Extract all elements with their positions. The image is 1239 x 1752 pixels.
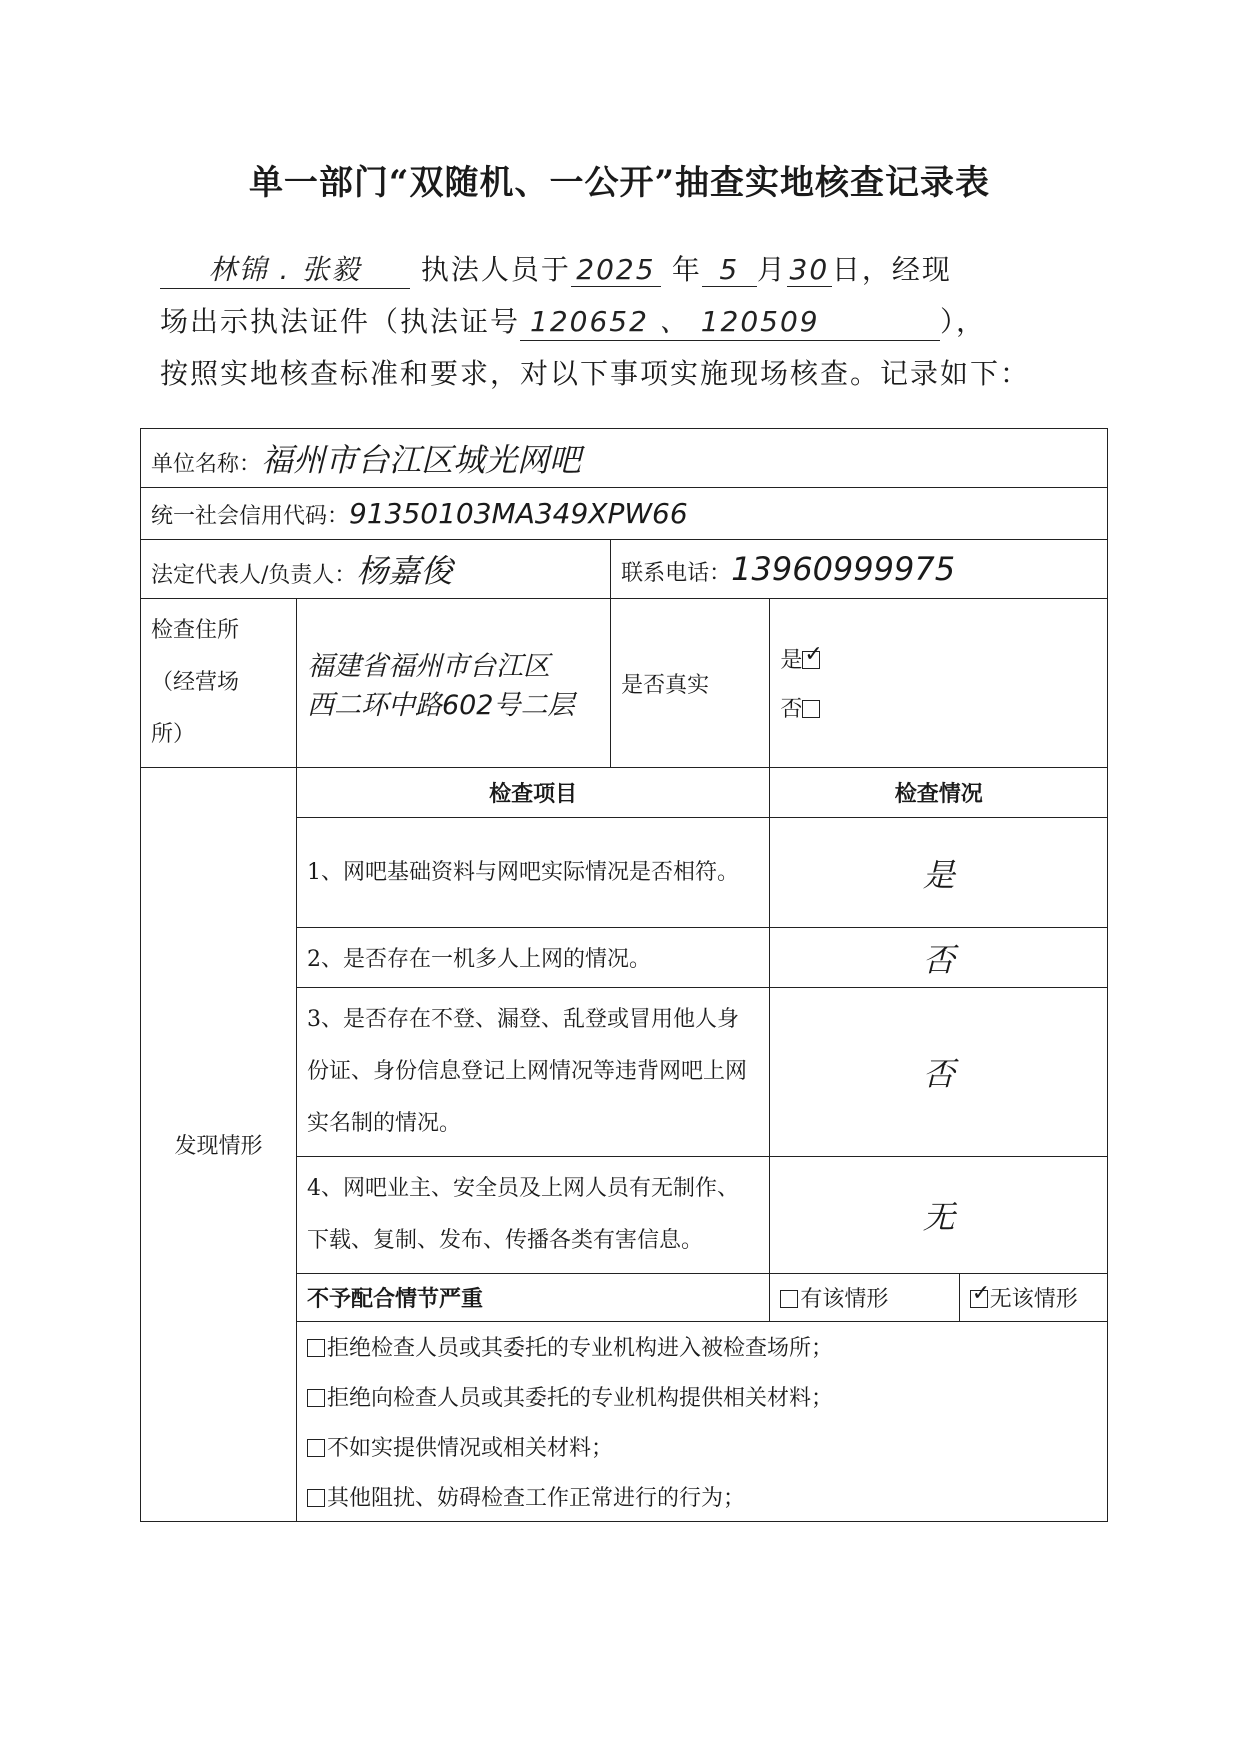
- legal-rep-value: 杨嘉俊: [356, 552, 453, 590]
- address-label-1: 检查住所: [151, 618, 240, 643]
- finding-status-4: 无: [770, 1157, 1108, 1274]
- noncoop-checkbox-2[interactable]: [307, 1389, 325, 1407]
- finding-status-2: 否: [770, 928, 1108, 988]
- credit-code-value: 91350103MA349XPW66: [349, 497, 688, 530]
- address-label-3: 所）: [151, 722, 196, 747]
- noncoop-text-3: 不如实提供情况或相关材料；: [326, 1436, 613, 1461]
- intro-text: 执法人员于: [420, 253, 571, 286]
- no-case-checkbox[interactable]: [970, 1290, 988, 1308]
- no-case-cell: [959, 1274, 1107, 1322]
- unit-name-value: 福州市台江区城光网吧: [261, 441, 582, 479]
- phone-label: 联系电话：: [621, 561, 732, 586]
- cert-suffix: ），: [940, 305, 987, 338]
- finding-item-1: 1、网吧基础资料与网吧实际情况是否相符。: [296, 818, 769, 928]
- no-case-label: 无该情形: [989, 1287, 1078, 1312]
- cert-numbers: 120652 、 120509: [520, 300, 940, 341]
- cert-prefix: 场出示执法证件（执法证号: [160, 305, 521, 338]
- finding-item-2: 2、是否存在一机多人上网的情况。: [296, 928, 769, 988]
- noncoop-checkbox-3[interactable]: [307, 1439, 325, 1457]
- credit-code-row: [141, 488, 1108, 540]
- yes-checkbox[interactable]: [802, 651, 820, 669]
- form-title: 单一部门“双随机、一公开”抽查实地核查记录表: [248, 163, 991, 203]
- address-label-cell: [141, 599, 297, 768]
- is-true-label: 是否真实: [611, 599, 770, 768]
- noncoop-item-3: [296, 1422, 1107, 1472]
- no-checkbox[interactable]: [802, 700, 820, 718]
- noncoop-text-2: 拒绝向检查人员或其委托的专业机构提供相关材料；: [326, 1386, 833, 1411]
- phone-value: 13960999975: [731, 550, 956, 588]
- noncoop-checkbox-4[interactable]: [307, 1489, 325, 1507]
- col-item-header: 检查项目: [296, 768, 769, 818]
- address-label-2: （经营场: [151, 670, 240, 695]
- day-label: 日，经现: [831, 253, 952, 286]
- inspection-table: [140, 428, 1108, 1522]
- year-value: 2025: [571, 253, 661, 287]
- unit-name-row: [141, 429, 1108, 488]
- phone-cell: [611, 540, 1108, 599]
- finding-item-4: 4、网吧业主、安全员及上网人员有无制作、下载、复制、发布、传播各类有害信息。: [296, 1157, 769, 1274]
- yes-label: 是: [780, 648, 803, 673]
- has-case-checkbox[interactable]: [780, 1290, 798, 1308]
- noncoop-checkbox-1[interactable]: [307, 1339, 325, 1357]
- address-value-cell: [296, 599, 610, 768]
- noncoop-item-4: [296, 1472, 1107, 1522]
- inspector-names: 林锦 . 张毅: [160, 248, 410, 289]
- noncoop-label: 不予配合情节严重: [296, 1274, 769, 1322]
- month-label: 月: [756, 253, 787, 286]
- intro-line-2: [160, 300, 986, 341]
- legal-rep-cell: [141, 540, 611, 599]
- col-status-header: 检查情况: [770, 768, 1108, 818]
- noncoop-text-4: 其他阻扰、妨碍检查工作正常进行的行为；: [326, 1485, 745, 1511]
- legal-rep-label: 法定代表人/负责人：: [151, 563, 357, 588]
- is-true-options: [770, 599, 1108, 768]
- address-line-1: 福建省福州市台江区: [306, 651, 550, 682]
- noncoop-item-1: [296, 1322, 1107, 1372]
- findings-label: 发现情形: [141, 768, 297, 1522]
- has-case-label: 有该情形: [800, 1287, 889, 1312]
- finding-status-1: 是: [770, 818, 1108, 928]
- noncoop-text-1: 拒绝检查人员或其委托的专业机构进入被检查场所；: [326, 1336, 833, 1362]
- noncoop-item-2: [296, 1372, 1107, 1422]
- year-label: 年: [671, 253, 702, 286]
- month-value: 5: [702, 253, 757, 287]
- finding-item-3: 3、是否存在不登、漏登、乱登或冒用他人身份证、身份信息登记上网情况等违背网吧上网实名制的情况。: [296, 988, 769, 1157]
- credit-code-label: 统一社会信用代码：: [151, 504, 350, 529]
- has-case-cell: [770, 1274, 959, 1322]
- intro-line-3: 按照实地核查标准和要求，对以下事项实施现场核查。记录如下：: [160, 357, 1031, 390]
- day-value: 30: [787, 253, 832, 287]
- address-line-2: 西二环中路602号二层: [306, 690, 575, 721]
- no-label: 否: [780, 697, 803, 722]
- intro-line-1: [160, 248, 952, 289]
- unit-name-label: 单位名称：: [151, 452, 262, 477]
- finding-status-3: 否: [770, 988, 1108, 1157]
